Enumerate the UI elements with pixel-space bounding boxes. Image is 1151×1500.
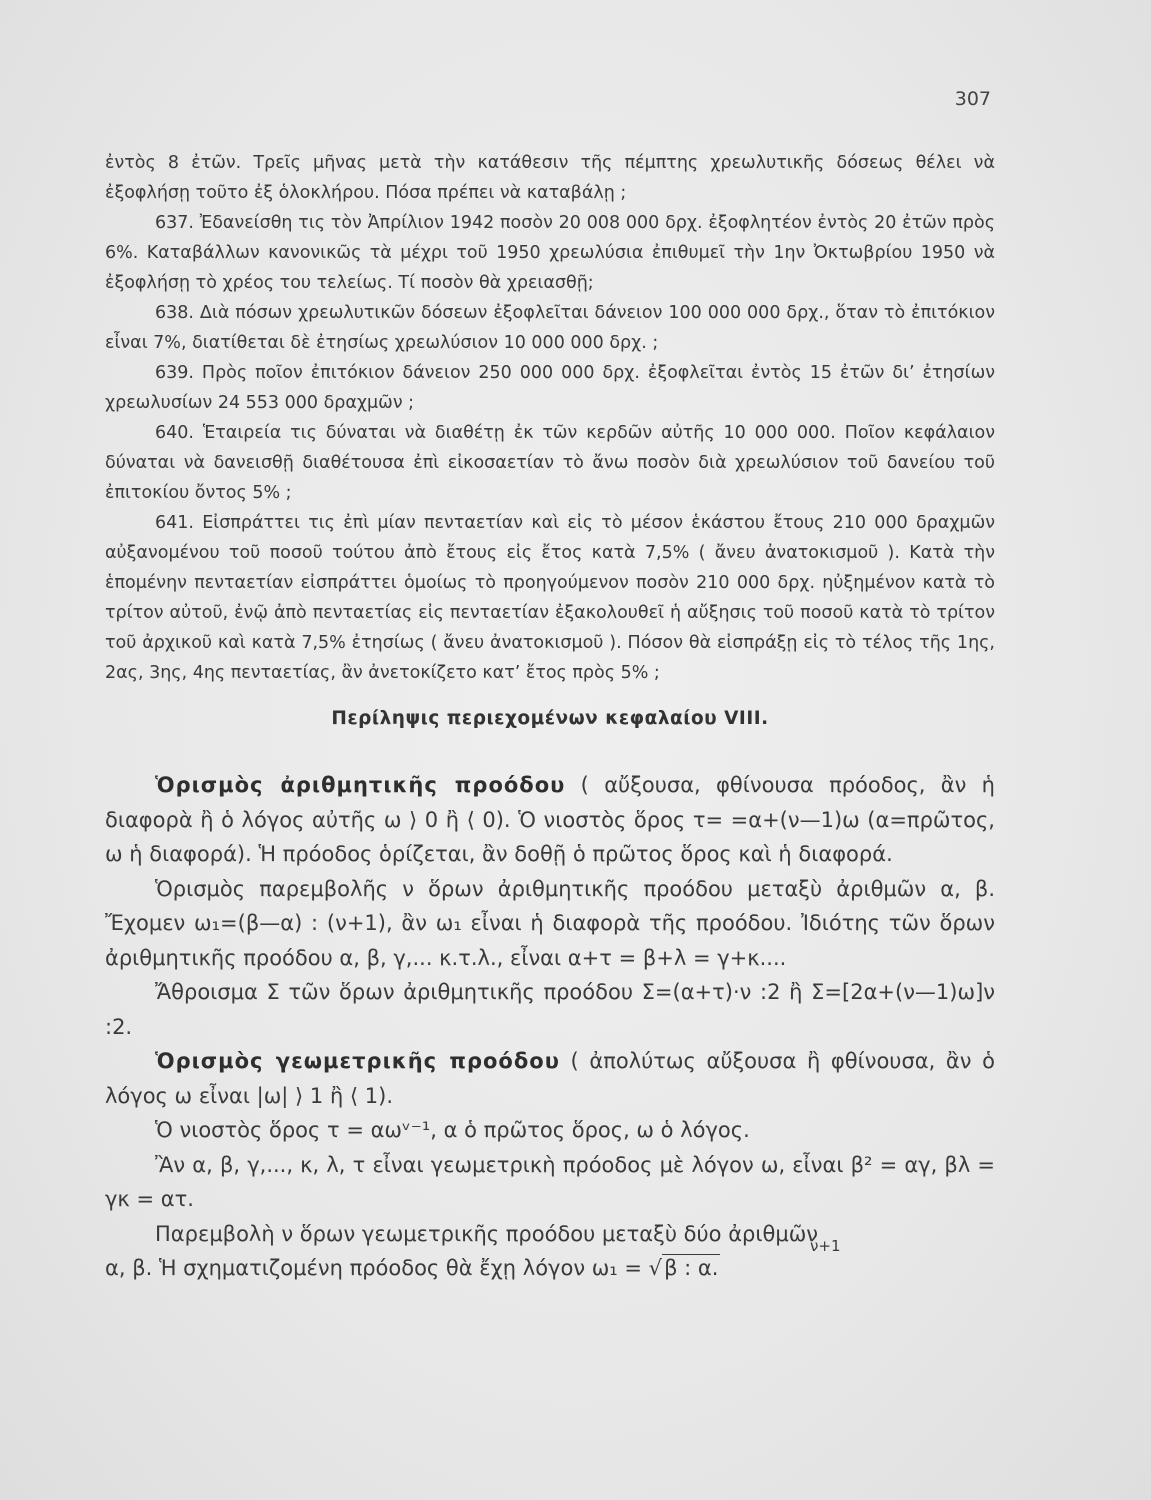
arithmetic-term: Ὁρισμὸς ἀριθμητικῆς προόδου [155,773,566,797]
problem-638: 638. Διὰ πόσων χρεωλυτικῶν δόσεων ἐξοφλεῖται δάνειον 100 000 000 δρχ., ὅταν τὸ ἐπιτόκιον εἶναι 7%, διατίθεται δὲ ἐτησίως χρεωλύσιον 10 000 000 δρχ. ; [105,303,995,353]
geometric-term: Ὁρισμὸς γεωμετρικῆς προόδου [155,1049,560,1073]
summary-section [105,768,995,1286]
geometric-interpolation: Παρεμβολὴ ν ὅρων γεωμετρικῆς προόδου μεταξὺ δύο ἀριθμῶν [155,1221,819,1246]
geometric-definition-text: ( ἀπολύτως αὔξουσα ἢ φθίνουσα, ἂν ὁ λόγος ω εἶναι |ω| ⟩ 1 ἢ ⟨ 1). [105,1049,995,1108]
arithmetic-interpolation: Ὁρισμὸς παρεμβολῆς ν ὅρων ἀριθμητικῆς προόδου μεταξὺ ἀριθμῶν α, β. Ἔχομεν ω₁=(β—α) : (ν+1), ἂν ω₁ εἶναι ἡ διαφορὰ τῆς προόδου. Ἰδιότης τῶν ὅρων ἀριθμητικῆς προόδου α, β, γ,... κ.τ.λ., εἶναι α+τ = β+λ = γ+κ.... [105,876,995,970]
problems-section [105,148,995,688]
root-index: ν+1 [810,1237,841,1255]
problem-636-end: ἐντὸς 8 ἐτῶν. Τρεῖς μῆνας μετὰ τὴν κατάθεσιν τῆς πέμπτης χρεωλυτικῆς δόσεως θέλει νὰ ἐξοφλήσῃ τοῦτο ἐξ ὁλοκλήρου. Πόσα πρέπει νὰ καταβάλῃ ; [105,153,995,203]
problem-637: 637. Ἐδανείσθη τις τὸν Ἀπρίλιον 1942 ποσὸν 20 008 000 δρχ. ἐξοφλητέον ἐντὸς 20 ἐτῶν πρὸς 6%. Καταβάλλων κανονικῶς τὰ μέχρι τοῦ 1950 χρεωλύσια ἐπιθυμεῖ τὴν 1ην Ὀκτωβρίου 1950 νὰ ἐξοφλήσῃ τὸ χρέος του τελείως. Τί ποσὸν θὰ χρειασθῇ; [105,213,995,293]
problem-639: 639. Πρὸς ποῖον ἐπιτόκιον δάνειον 250 000 000 δρχ. ἐξοφλεῖται ἐντὸς 15 ἐτῶν δι’ ἐτησίων χρεωλυσίων 24 553 000 δραχμῶν ; [105,363,995,413]
arithmetic-definition-text: ( αὔξουσα, φθίνουσα πρόοδος, ἂν ἡ διαφορὰ ἢ ὁ λόγος αὐτῆς ω ⟩ 0 ἢ ⟨ 0). Ὁ νιοστὸς ὅρος τ= =α+(ν—1)ω (α=πρῶτος, ω ἡ διαφορά). Ἡ πρόοδος ὁρίζεται, ἂν δοθῇ ὁ πρῶτος ὅρος καὶ ἡ διαφορά. [105,773,995,866]
geometric-property: Ἂν α, β, γ,..., κ, λ, τ εἶναι γεωμετρικὴ πρόοδος μὲ λόγον ω, εἶναι β² = αγ, βλ = γκ = ατ. [105,1152,995,1211]
geometric-ratio-formula [105,1237,995,1286]
problem-640: 640. Ἑταιρεία τις δύναται νὰ διαθέτῃ ἐκ τῶν κερδῶν αὐτῆς 10 000 000. Ποῖον κεφάλαιον δύναται νὰ δανεισθῇ διαθέτουσα ἐπὶ εἰκοσαετίαν τὸ ἄνω ποσὸν διὰ χρεωλύσιον τοῦ δανείου τοῦ ἐπιτοκίου ὄντος 5% ; [105,423,995,503]
arithmetic-sum: Ἄθροισμα Σ τῶν ὅρων ἀριθμητικῆς προόδου Σ=(α+τ)·ν :2 ἢ Σ=[2α+(ν—1)ω]ν :2. [105,980,995,1039]
summary-title: Περίληψις περιεχομένων κεφαλαίου VIII. [331,708,769,729]
problem-641: 641. Εἰσπράττει τις ἐπὶ μίαν πενταετίαν καὶ εἰς τὸ μέσον ἑκάστου ἔτους 210 000 δραχμῶν αὐξανομένου τοῦ ποσοῦ τούτου ἀπὸ ἔτους εἰς ἔτος κατὰ 7,5% ( ἄνευ ἀνατοκισμοῦ ). Κατὰ τὴν ἑπομένην πενταετίαν εἰσπράττει ὁμοίως τὸ προηγούμενον ποσὸν 210 000 δρχ. ηὐξημένον κατὰ τὸ τρίτον αὐτοῦ, ἐνῷ ἀπὸ πενταετίας εἰς πενταετίαν ἐξακολουθεῖ ἡ αὔξησις τοῦ ποσοῦ κατὰ τὸ τρίτον τοῦ ἀρχικοῦ καὶ κατὰ 7,5% ἐτησίως ( ἄνευ ἀνατοκισμοῦ ). Πόσον θὰ εἰσπράξῃ εἰς τὸ τέλος τῆς 1ης, 2ας, 3ης, 4ης πενταετίας, ἂν ἀνετοκίζετο κατ’ ἔτος πρὸς 5% ; [105,513,995,683]
ratio-text: α, β. Ἡ σχηματιζομένη πρόοδος θὰ ἔχῃ λόγον ω₁ = √ [105,1256,663,1280]
page-number: 307 [954,88,991,110]
arithmetic-definition [105,768,995,872]
geometric-nth-term: Ὁ νιοστὸς ὅρος τ = αωᵛ⁻¹, α ὁ πρῶτος ὅρος, ω ὁ λόγος. [155,1118,750,1142]
geometric-definition [105,1044,995,1113]
radicand: β : α. [664,1256,719,1280]
